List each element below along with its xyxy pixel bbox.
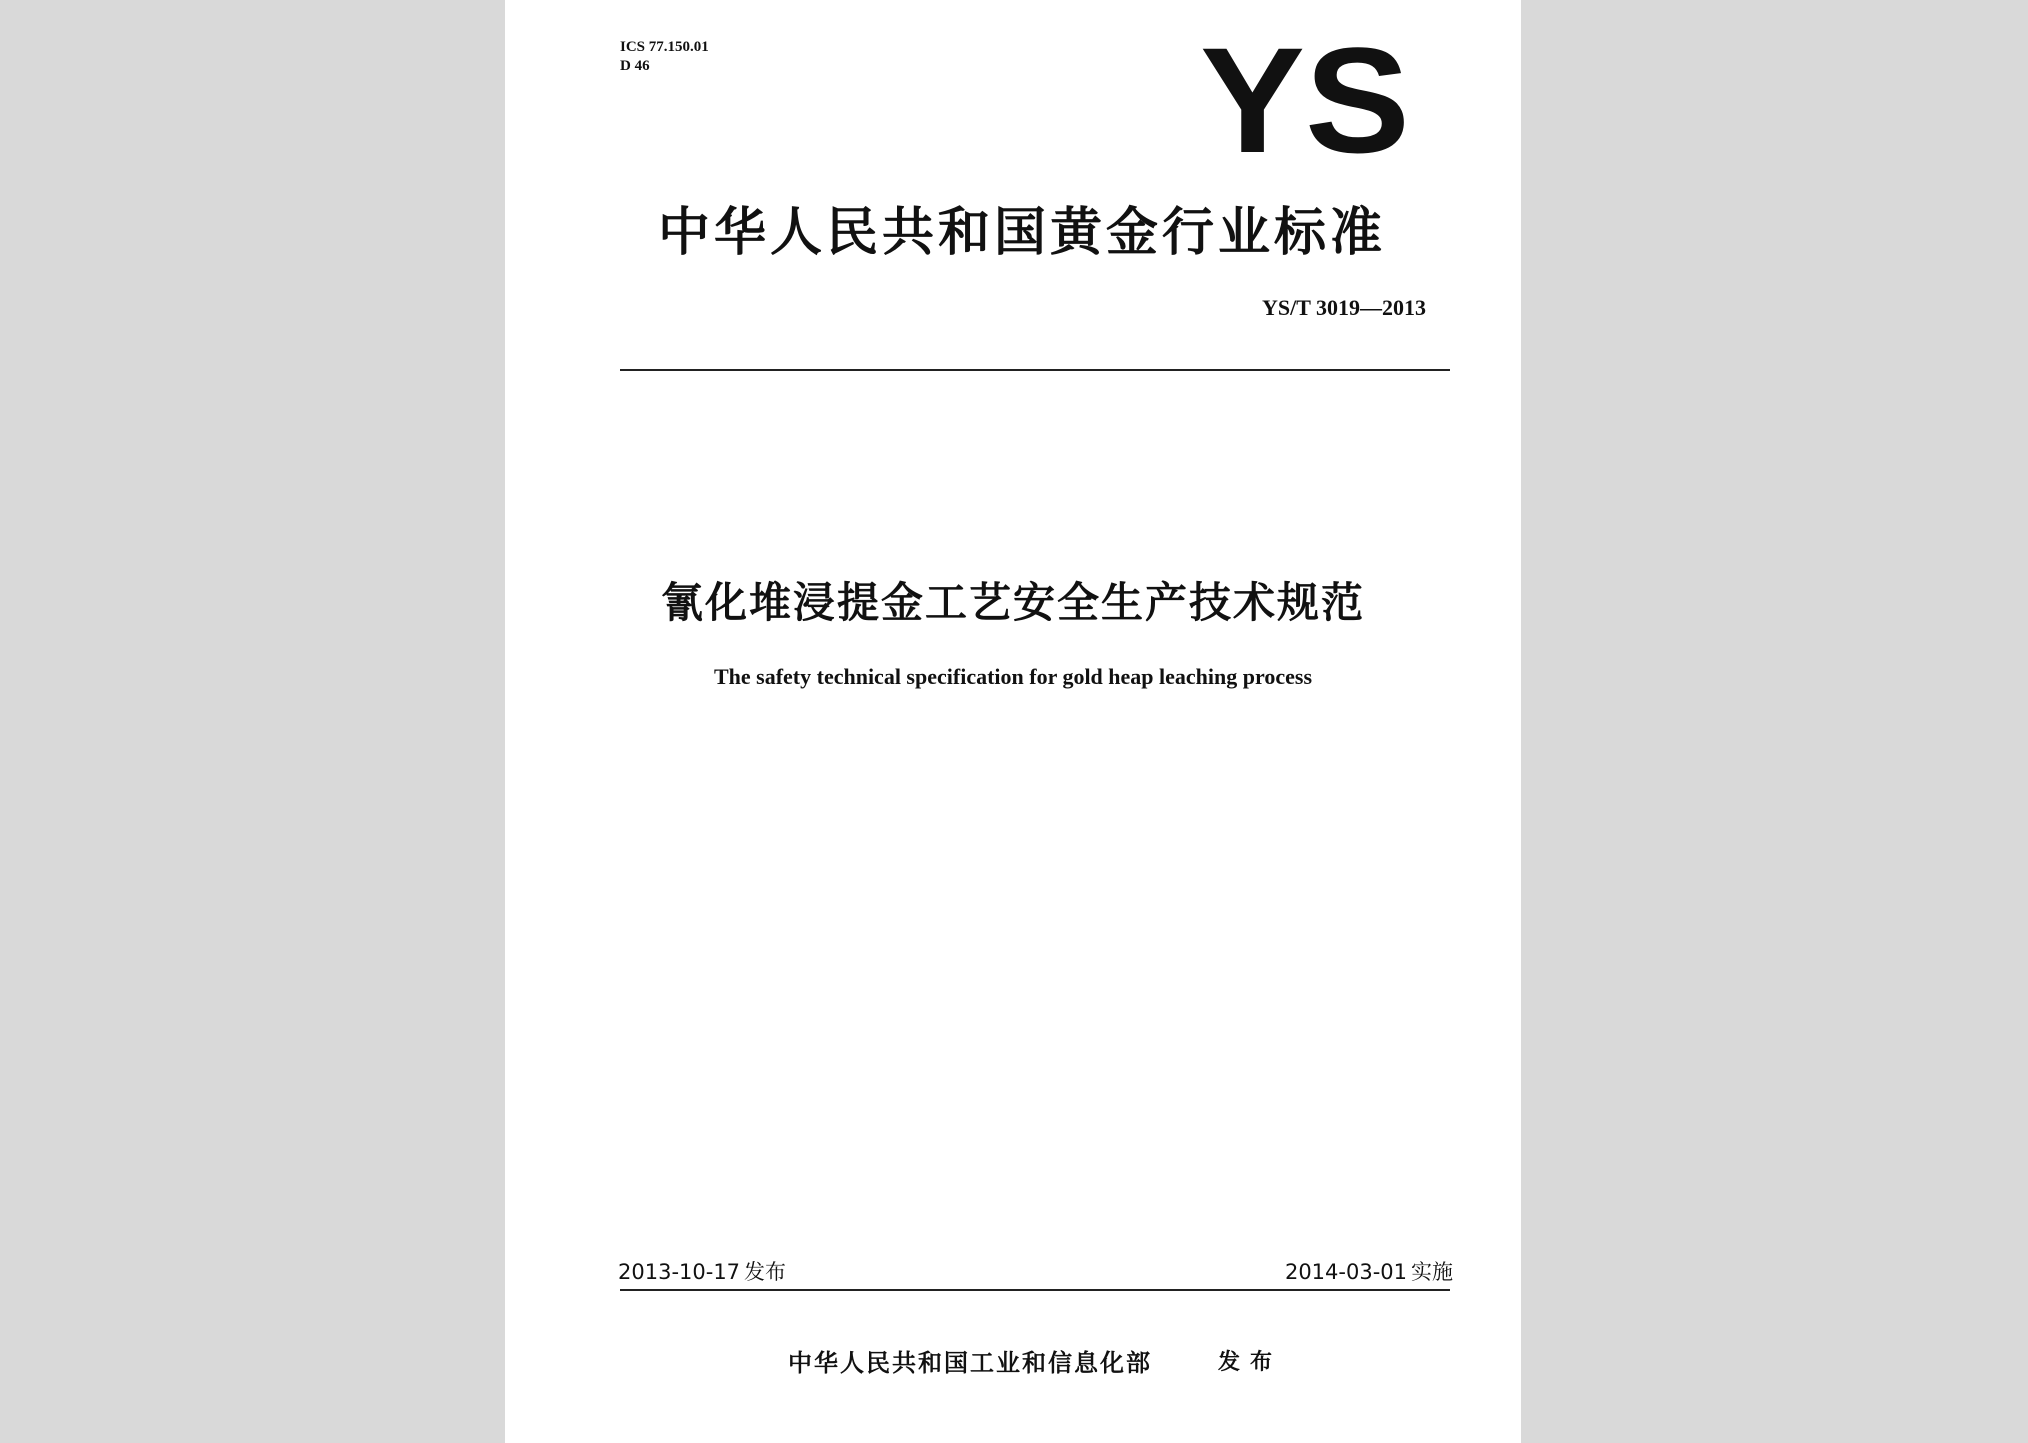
document-title-en: The safety technical specification for gold heap leaching process: [713, 664, 1313, 689]
publish-label: 发布: [1218, 1350, 1283, 1375]
ys-logo: [1195, 30, 1415, 165]
footer-divider: [620, 1289, 1450, 1291]
publisher-name: 中华人民共和国工业和信息化部: [788, 1349, 1152, 1377]
implement-label: 实施: [1411, 1260, 1453, 1284]
implement-date: 2014-03-01: [1284, 1260, 1407, 1284]
logo-text: YS: [1200, 30, 1410, 165]
classification-codes: [620, 38, 709, 76]
ccs-code: D 46: [620, 58, 650, 74]
implement-date-line: [1285, 1256, 1453, 1286]
document-page: [505, 0, 1521, 1443]
standard-category-title: 中华人民共和国黄金行业标准: [657, 203, 1386, 263]
release-date-line: [618, 1256, 786, 1286]
release-date: 2013-10-17: [618, 1260, 741, 1284]
document-title-cn: 氰化堆浸提金工艺安全生产技术规范: [660, 578, 1365, 627]
header-divider: [620, 369, 1450, 371]
standard-number: YS/T 3019—2013: [1261, 295, 1426, 320]
release-label: 发布: [744, 1260, 787, 1284]
ics-code: ICS 77.150.01: [620, 39, 709, 55]
